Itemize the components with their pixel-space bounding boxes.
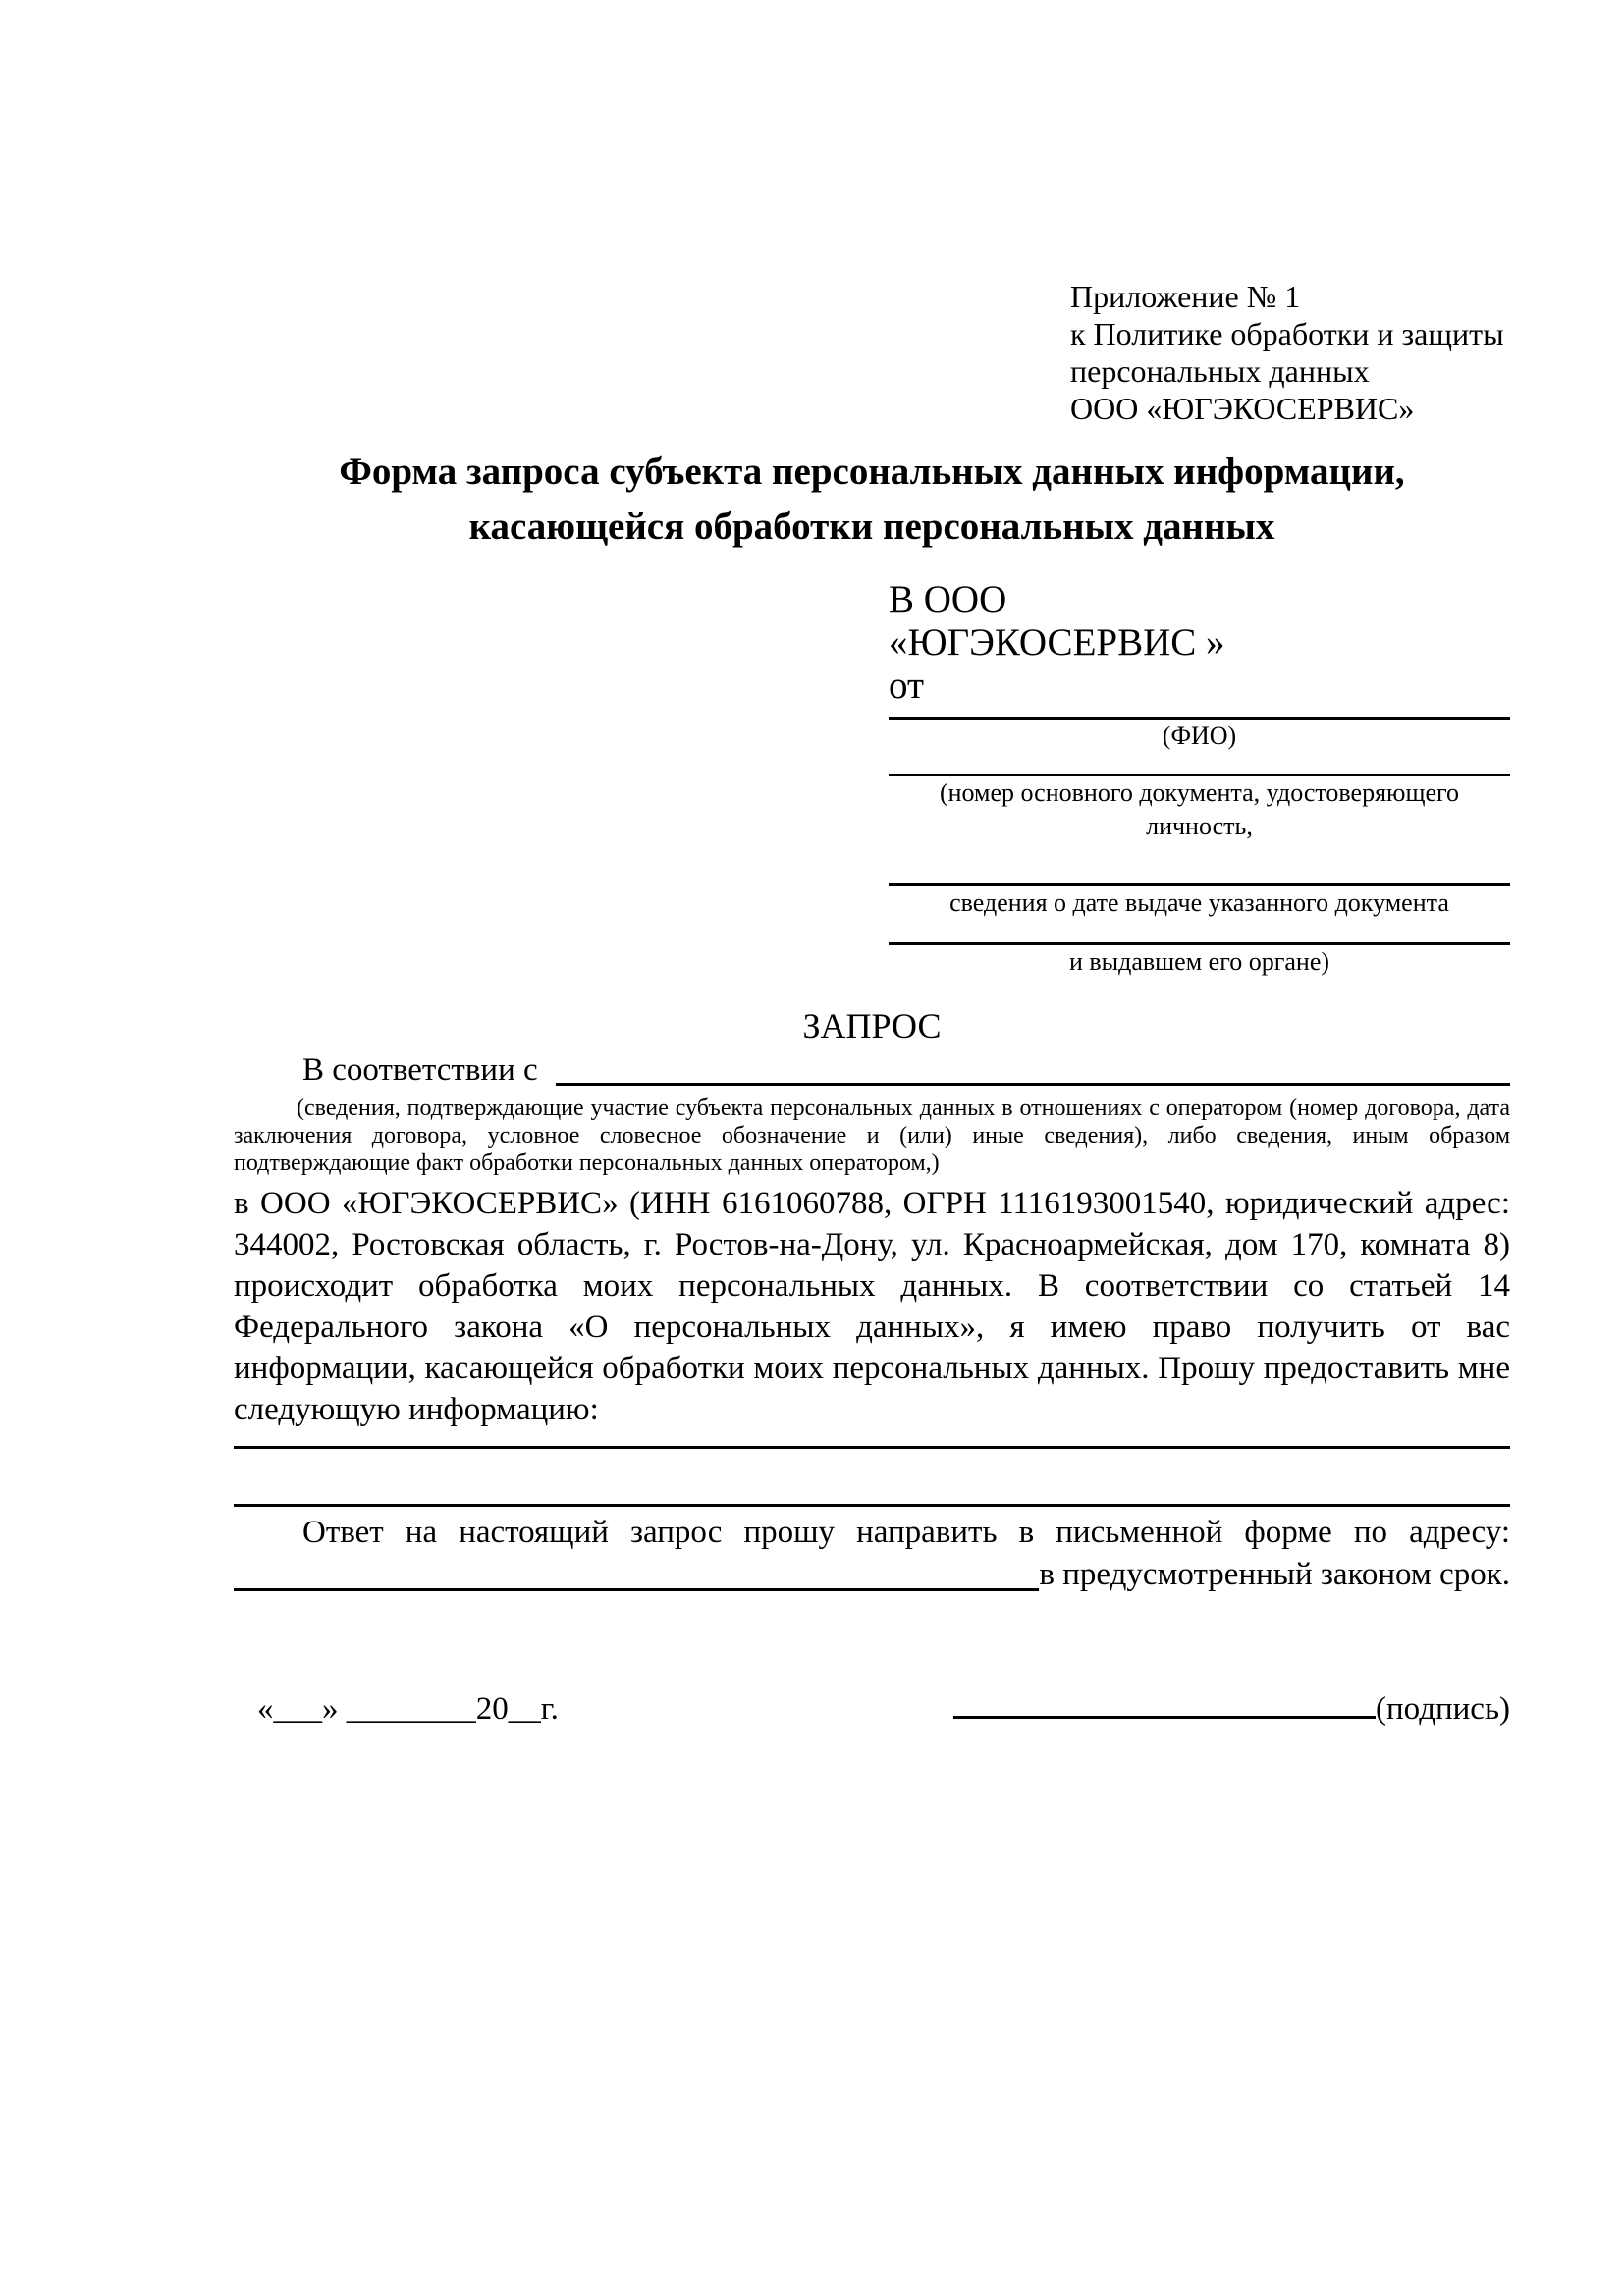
answer-sentence: Ответ на настоящий запрос прошу направить в письменной форме по адресу: xyxy=(302,1515,1510,1550)
date-fill-in[interactable]: «___» ________20__г. xyxy=(257,1691,559,1727)
answer-address-row xyxy=(234,1554,1510,1597)
relation-basis-input-line[interactable] xyxy=(556,1049,1510,1086)
requested-info-input-line-1[interactable] xyxy=(234,1446,1510,1449)
page-title-line: касающейся обработки персональных данных xyxy=(468,506,1275,548)
fineprint-note: (сведения, подтверждающие участие субъекта персональных данных в отношениях с оператором (номер договора, дата заключения договора, условное словесное обозначение и (или) иные сведения), либо сведения, иным образом подтверждающие факт обработки персональных данных оператором,) xyxy=(234,1095,1510,1176)
addressee-block xyxy=(889,578,1510,979)
addressee-line: от xyxy=(889,665,925,707)
request-body-paragraph: в ООО «ЮГЭКОСЕРВИС» (ИНН 6161060788, ОГРН 1116193001540, юридический адрес: 344002, Ростовская область, г. Ростов-на-Дону, ул. Красноармейская, дом 170, комната 8) происходит обработка моих персональных данных. В соответствии со статьей 14 Федерального закона «О персональных данных», я имею право получить от вас информации, касающейся обработки моих персональных данных. Прошу предоставить мне следующую информацию: xyxy=(234,1186,1510,1427)
appendix-line: персональных данных xyxy=(1070,353,1370,389)
id-document-issue-date-input-line[interactable] xyxy=(889,843,1510,886)
id-document-caption: (номер основного документа, удостоверяющего личность, xyxy=(939,778,1460,840)
id-document-number-input-line[interactable] xyxy=(889,753,1510,776)
request-intro-prefix: В соответствии с xyxy=(302,1052,546,1088)
id-document-issue-date-caption: сведения о дате выдаче указанного документа xyxy=(949,888,1449,917)
signature-group xyxy=(953,1687,1510,1731)
signature-input-line[interactable] xyxy=(953,1716,1376,1719)
request-intro-row xyxy=(234,1049,1510,1091)
fio-input-line[interactable] xyxy=(889,708,1510,720)
addressee-line: «ЮГЭКОСЕРВИС » xyxy=(889,621,1225,664)
appendix-block xyxy=(1070,278,1510,427)
appendix-line: Приложение № 1 xyxy=(1070,279,1301,314)
appendix-line: к Политике обработки и защиты xyxy=(1070,316,1504,351)
request-heading: ЗАПРОС xyxy=(802,1006,942,1045)
requested-info-input-line-2[interactable] xyxy=(234,1504,1510,1507)
page-title xyxy=(234,445,1510,555)
id-document-issuer-input-line[interactable] xyxy=(889,920,1510,945)
id-document-issuer-caption: и выдавшем его органе) xyxy=(1068,947,1330,976)
fio-caption: (ФИО) xyxy=(1162,721,1237,750)
page-title-line: Форма запроса субъекта персональных данных информации, xyxy=(339,451,1405,493)
appendix-line: ООО «ЮГЭКОСЕРВИС» xyxy=(1070,391,1415,426)
signature-caption: (подпись) xyxy=(1376,1691,1510,1727)
answer-address-input-line[interactable] xyxy=(234,1554,1039,1591)
footer-row xyxy=(234,1687,1510,1731)
addressee-line: В ООО xyxy=(889,578,1007,620)
answer-sentence-tail: в предусмотренный законом срок. xyxy=(1039,1557,1510,1592)
